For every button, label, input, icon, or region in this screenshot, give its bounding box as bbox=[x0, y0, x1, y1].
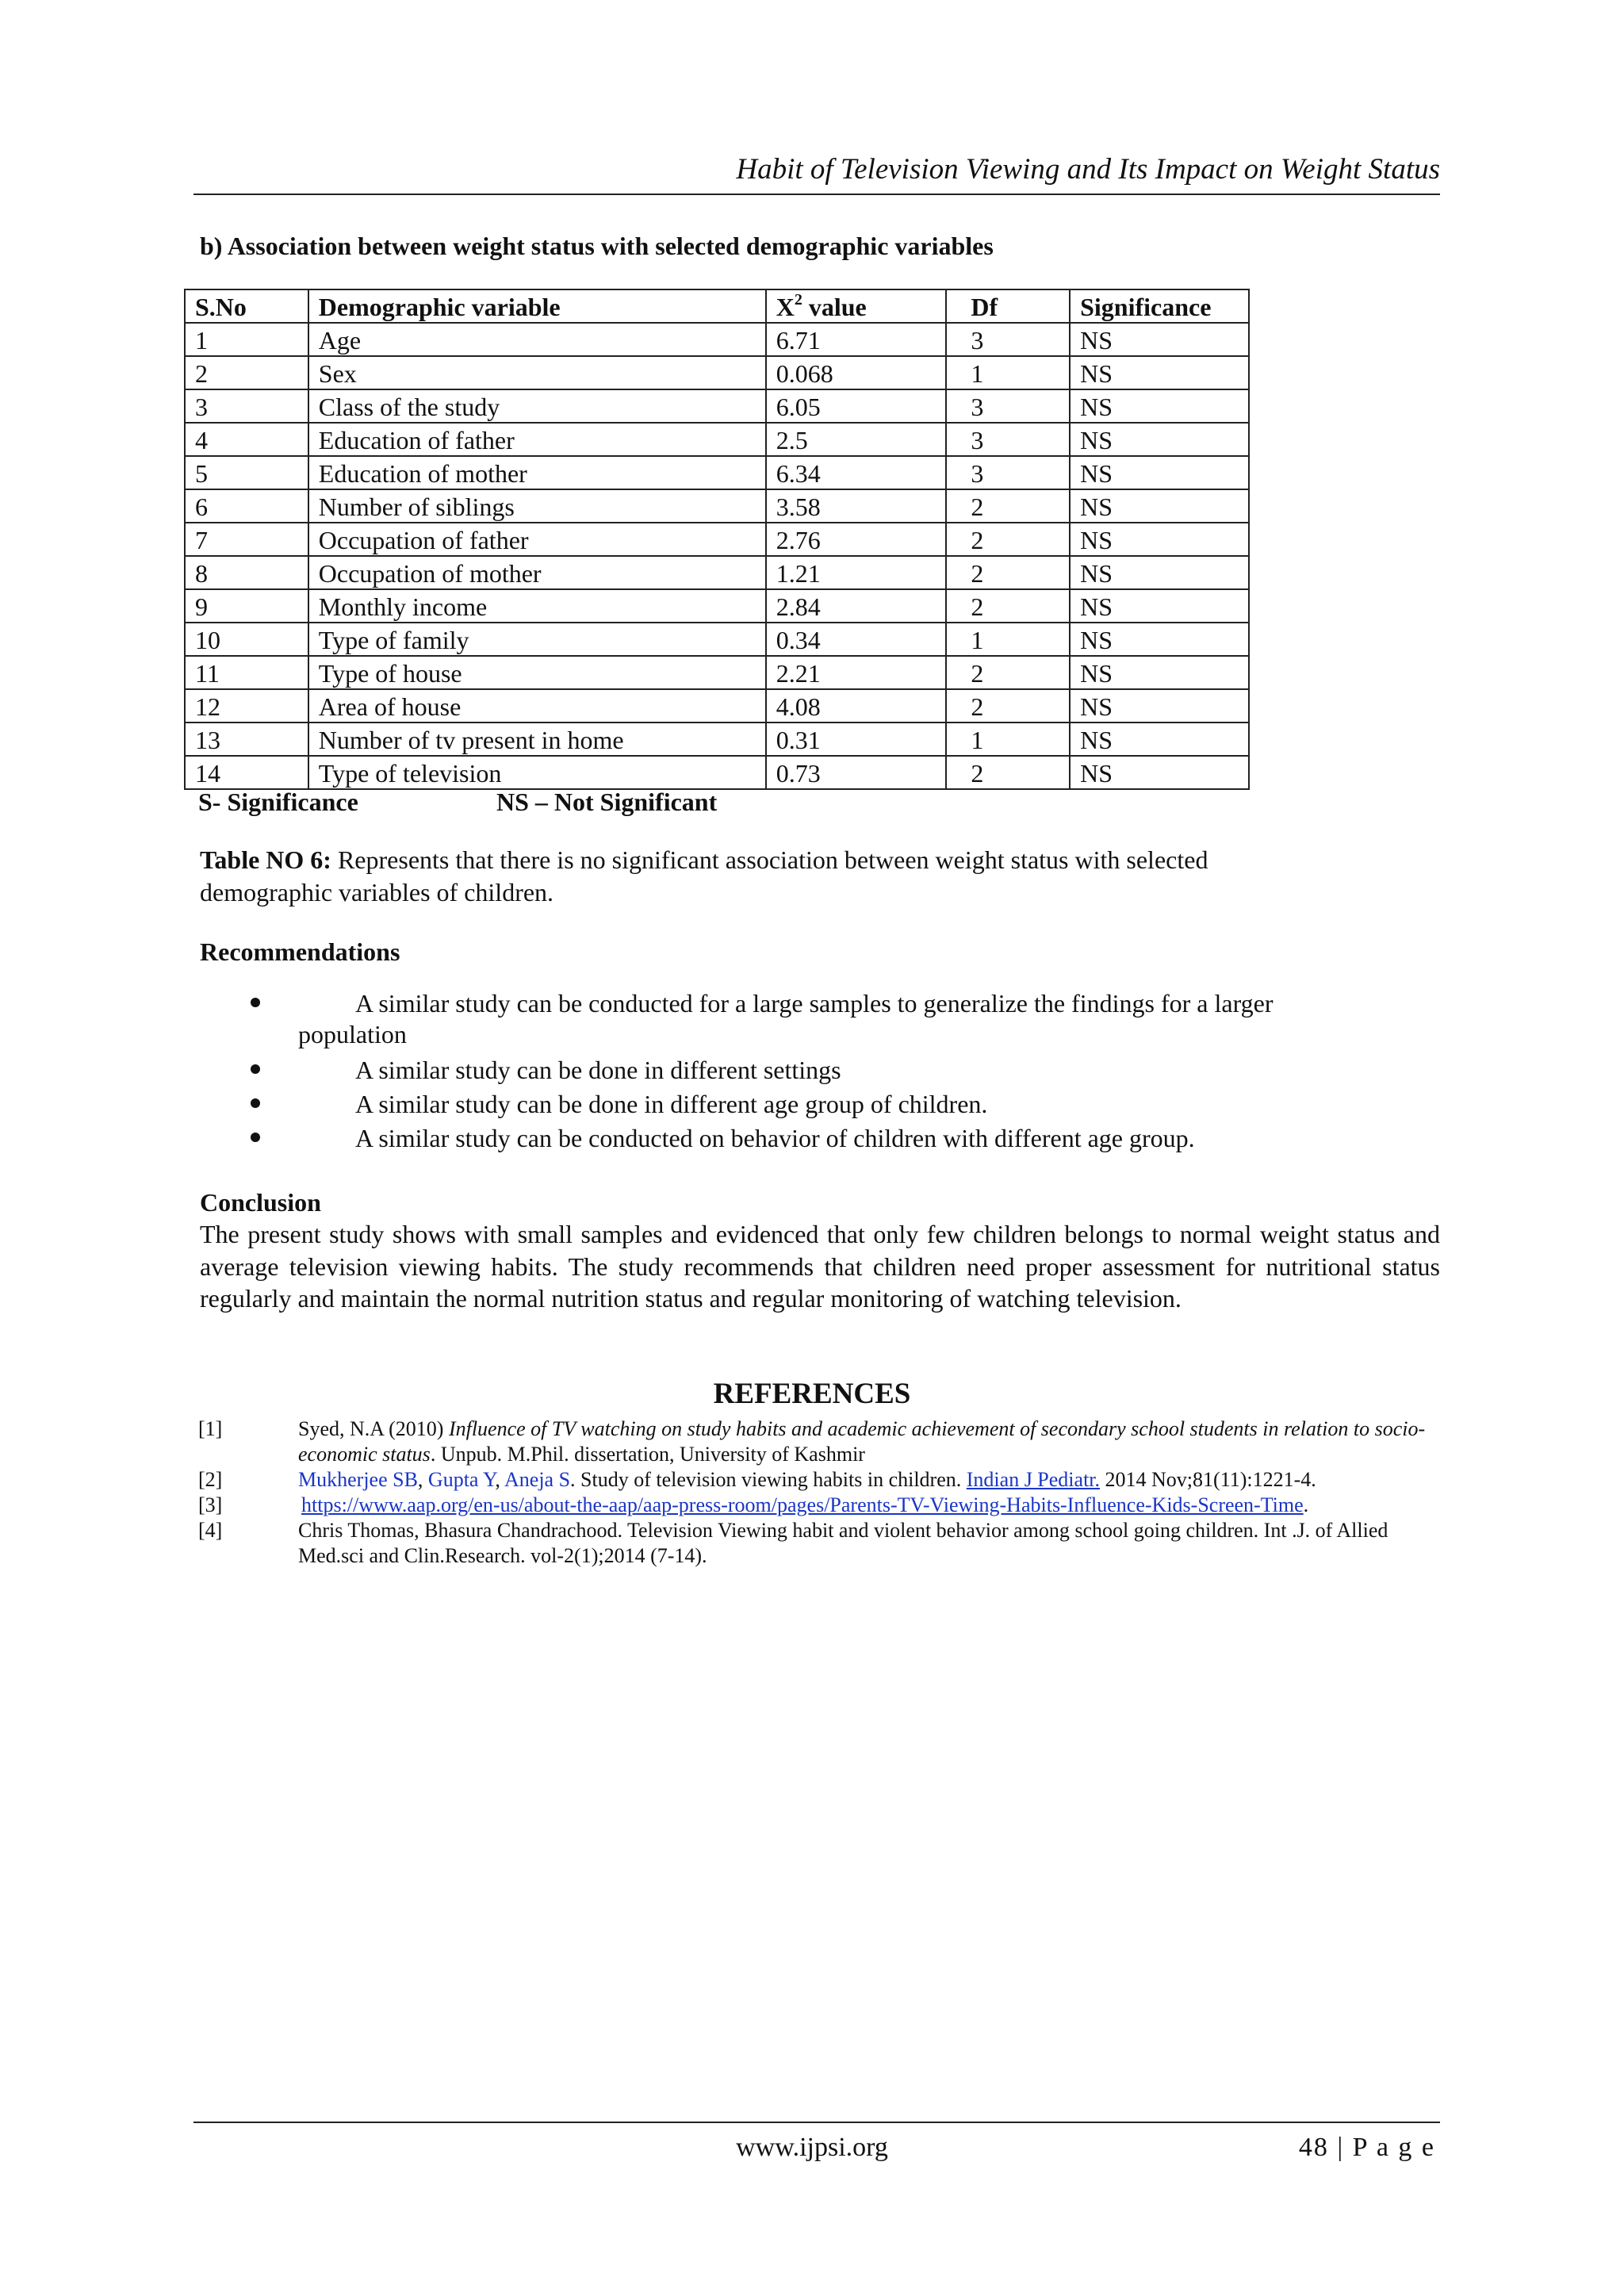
reference-body bbox=[298, 1416, 1435, 1467]
table-row bbox=[185, 423, 1249, 456]
recommendation-item: A similar study can be conducted on behavior of children with different age group. bbox=[355, 1124, 1195, 1152]
cell-df: 3 bbox=[946, 456, 1070, 489]
cell-significance: NS bbox=[1070, 489, 1249, 523]
cell-demographic-variable: Occupation of father bbox=[308, 523, 766, 556]
author-link[interactable]: Mukherjee SB bbox=[298, 1468, 418, 1491]
cell-df: 1 bbox=[946, 623, 1070, 656]
reference-title: . Study of television viewing habits in children. bbox=[570, 1468, 967, 1491]
header-df: Df bbox=[946, 289, 1070, 323]
recommendation-item: A similar study can be done in different age group of children. bbox=[355, 1090, 988, 1118]
cell-chi-square-value: 0.73 bbox=[766, 756, 947, 789]
cell-df: 2 bbox=[946, 656, 1070, 689]
cell-chi-square-value: 3.58 bbox=[766, 489, 947, 523]
journal-link[interactable]: Indian J Pediatr. bbox=[966, 1468, 1101, 1491]
references-heading: REFERENCES bbox=[713, 1378, 911, 1410]
cell-chi-square-value: 0.34 bbox=[766, 623, 947, 656]
reference-body bbox=[301, 1493, 1438, 1518]
table-row bbox=[185, 556, 1249, 589]
cell-demographic-variable: Type of family bbox=[308, 623, 766, 656]
reference-details: . bbox=[1303, 1493, 1309, 1516]
table-row bbox=[185, 689, 1249, 723]
reference-number: [1] bbox=[198, 1417, 223, 1440]
cell-df: 2 bbox=[946, 756, 1070, 789]
cell-df: 1 bbox=[946, 356, 1070, 389]
cell-significance: NS bbox=[1070, 689, 1249, 723]
cell-chi-square-value: 0.068 bbox=[766, 356, 947, 389]
cell-chi-square-value: 2.21 bbox=[766, 656, 947, 689]
cell-sno: 9 bbox=[185, 589, 308, 623]
running-title: Habit of Television Viewing and Its Impact on Weight Status bbox=[736, 153, 1440, 186]
chi-superscript: 2 bbox=[794, 291, 802, 309]
conclusion-heading: Conclusion bbox=[200, 1188, 321, 1217]
cell-significance: NS bbox=[1070, 589, 1249, 623]
cell-sno: 14 bbox=[185, 756, 308, 789]
cell-significance: NS bbox=[1070, 423, 1249, 456]
table-legend bbox=[198, 786, 718, 818]
cell-significance: NS bbox=[1070, 456, 1249, 489]
cell-sno: 5 bbox=[185, 456, 308, 489]
cell-significance: NS bbox=[1070, 523, 1249, 556]
cell-significance: NS bbox=[1070, 389, 1249, 423]
header-demographic-variable: Demographic variable bbox=[308, 289, 766, 323]
caption-label: Table NO 6: bbox=[200, 845, 331, 874]
reference-title: Influence of TV watching on study habits and academic achievement of secondary school students in relation to socio-economic status bbox=[298, 1417, 1426, 1466]
cell-sno: 1 bbox=[185, 323, 308, 356]
conclusion-text: The present study shows with small samples and evidenced that only few children belongs to normal weight status and average television viewing habits. The study recommends that children need proper assessment for nutritional status regularly and maintain the normal nutrition status and regular monitoring of watching television. bbox=[200, 1220, 1440, 1313]
cell-significance: NS bbox=[1070, 656, 1249, 689]
bullet-icon bbox=[251, 1098, 260, 1108]
bullet-icon bbox=[251, 1133, 260, 1142]
table-row bbox=[185, 356, 1249, 389]
recommendation-item: A similar study can be done in different settings bbox=[355, 1056, 841, 1084]
cell-demographic-variable: Area of house bbox=[308, 689, 766, 723]
cell-significance: NS bbox=[1070, 723, 1249, 756]
cell-chi-square-value: 2.76 bbox=[766, 523, 947, 556]
cell-demographic-variable: Education of father bbox=[308, 423, 766, 456]
cell-chi-square-value: 4.08 bbox=[766, 689, 947, 723]
cell-sno: 13 bbox=[185, 723, 308, 756]
recommendation-item-continuation: population bbox=[298, 1020, 407, 1048]
chi-symbol: X bbox=[776, 293, 795, 321]
cell-significance: NS bbox=[1070, 323, 1249, 356]
cell-df: 2 bbox=[946, 556, 1070, 589]
table-row bbox=[185, 489, 1249, 523]
bullet-icon bbox=[251, 1064, 260, 1074]
header-significance: Significance bbox=[1070, 289, 1249, 323]
cell-demographic-variable: Number of tv present in home bbox=[308, 723, 766, 756]
cell-df: 3 bbox=[946, 423, 1070, 456]
table-row bbox=[185, 756, 1249, 789]
cell-chi-square-value: 6.05 bbox=[766, 389, 947, 423]
cell-sno: 8 bbox=[185, 556, 308, 589]
reference-number: [3] bbox=[198, 1493, 223, 1516]
table-row bbox=[185, 623, 1249, 656]
author-link[interactable]: Aneja S bbox=[504, 1468, 571, 1491]
reference-number: [2] bbox=[198, 1468, 223, 1491]
table-row bbox=[185, 323, 1249, 356]
cell-demographic-variable: Occupation of mother bbox=[308, 556, 766, 589]
cell-df: 2 bbox=[946, 489, 1070, 523]
reference-authors: Syed, N.A (2010) bbox=[298, 1417, 449, 1440]
cell-df: 2 bbox=[946, 689, 1070, 723]
cell-sno: 2 bbox=[185, 356, 308, 389]
table-header-row bbox=[185, 289, 1249, 323]
cell-sno: 10 bbox=[185, 623, 308, 656]
cell-sno: 12 bbox=[185, 689, 308, 723]
cell-demographic-variable: Type of television bbox=[308, 756, 766, 789]
section-heading: b) Association between weight status with selected demographic variables bbox=[200, 232, 994, 260]
cell-demographic-variable: Number of siblings bbox=[308, 489, 766, 523]
footer-url: www.ijpsi.org bbox=[736, 2133, 888, 2162]
cell-sno: 4 bbox=[185, 423, 308, 456]
cell-sno: 6 bbox=[185, 489, 308, 523]
cell-chi-square-value: 2.84 bbox=[766, 589, 947, 623]
cell-significance: NS bbox=[1070, 756, 1249, 789]
bullet-icon bbox=[251, 998, 260, 1007]
legend-not-significant: NS – Not Significant bbox=[496, 788, 718, 816]
cell-demographic-variable: Age bbox=[308, 323, 766, 356]
header-rule bbox=[193, 194, 1440, 195]
cell-chi-square-value: 0.31 bbox=[766, 723, 947, 756]
cell-chi-square-value: 6.71 bbox=[766, 323, 947, 356]
table-row bbox=[185, 456, 1249, 489]
cell-demographic-variable: Education of mother bbox=[308, 456, 766, 489]
cell-df: 2 bbox=[946, 523, 1070, 556]
cell-chi-square-value: 6.34 bbox=[766, 456, 947, 489]
legend-significance: S- Significance bbox=[198, 788, 358, 816]
footer-rule bbox=[193, 2122, 1440, 2123]
cell-chi-square-value: 2.5 bbox=[766, 423, 947, 456]
table-caption bbox=[200, 844, 1326, 909]
table-row bbox=[185, 389, 1249, 423]
cell-sno: 11 bbox=[185, 656, 308, 689]
cell-significance: NS bbox=[1070, 556, 1249, 589]
author-link[interactable]: Gupta Y bbox=[427, 1468, 496, 1491]
recommendations-heading: Recommendations bbox=[200, 937, 400, 966]
table-row bbox=[185, 589, 1249, 623]
cell-df: 3 bbox=[946, 323, 1070, 356]
table-row bbox=[185, 723, 1249, 756]
table-row bbox=[185, 523, 1249, 556]
reference-details: . Unpub. M.Phil. dissertation, University of Kashmir bbox=[430, 1443, 865, 1466]
cell-significance: NS bbox=[1070, 623, 1249, 656]
cell-demographic-variable: Class of the study bbox=[308, 389, 766, 423]
cell-significance: NS bbox=[1070, 356, 1249, 389]
header-chi-square-value bbox=[766, 289, 947, 323]
page-number: 48 | P a g e bbox=[1298, 2133, 1435, 2162]
reference-number: [4] bbox=[198, 1519, 223, 1542]
table-row bbox=[185, 656, 1249, 689]
recommendation-item: A similar study can be conducted for a large samples to generalize the findings for a larger bbox=[355, 989, 1274, 1018]
cell-sno: 3 bbox=[185, 389, 308, 423]
cell-df: 1 bbox=[946, 723, 1070, 756]
cell-df: 2 bbox=[946, 589, 1070, 623]
cell-demographic-variable: Type of house bbox=[308, 656, 766, 689]
caption-text: Represents that there is no significant association between weight status with selected demographic variables of children. bbox=[200, 845, 1208, 907]
chi-value-label: value bbox=[802, 293, 867, 321]
cell-sno: 7 bbox=[185, 523, 308, 556]
cell-df: 3 bbox=[946, 389, 1070, 423]
cell-chi-square-value: 1.21 bbox=[766, 556, 947, 589]
cell-demographic-variable: Monthly income bbox=[308, 589, 766, 623]
reference-url-link[interactable]: https://www.aap.org/en-us/about-the-aap/aap-press-room/pages/Parents-TV-Viewing-Habits-Influence-Kids-Screen-Time bbox=[301, 1493, 1304, 1516]
header-sno: S.No bbox=[185, 289, 308, 323]
reference-body: Mukherjee SB, Gupta Y, Aneja S. Study of television viewing habits in children. Indian J Pediatr. 2014 Nov;81(11):1221-4. bbox=[298, 1468, 1316, 1491]
demographic-association-table bbox=[184, 289, 1250, 790]
reference-details: 2014 Nov;81(11):1221-4. bbox=[1100, 1468, 1316, 1491]
cell-demographic-variable: Sex bbox=[308, 356, 766, 389]
reference-body: Chris Thomas, Bhasura Chandrachood. Television Viewing habit and violent behavior among school going children. Int .J. of Allied Med.sci and Clin.Research. vol-2(1);2014 (7-14). bbox=[298, 1519, 1388, 1567]
